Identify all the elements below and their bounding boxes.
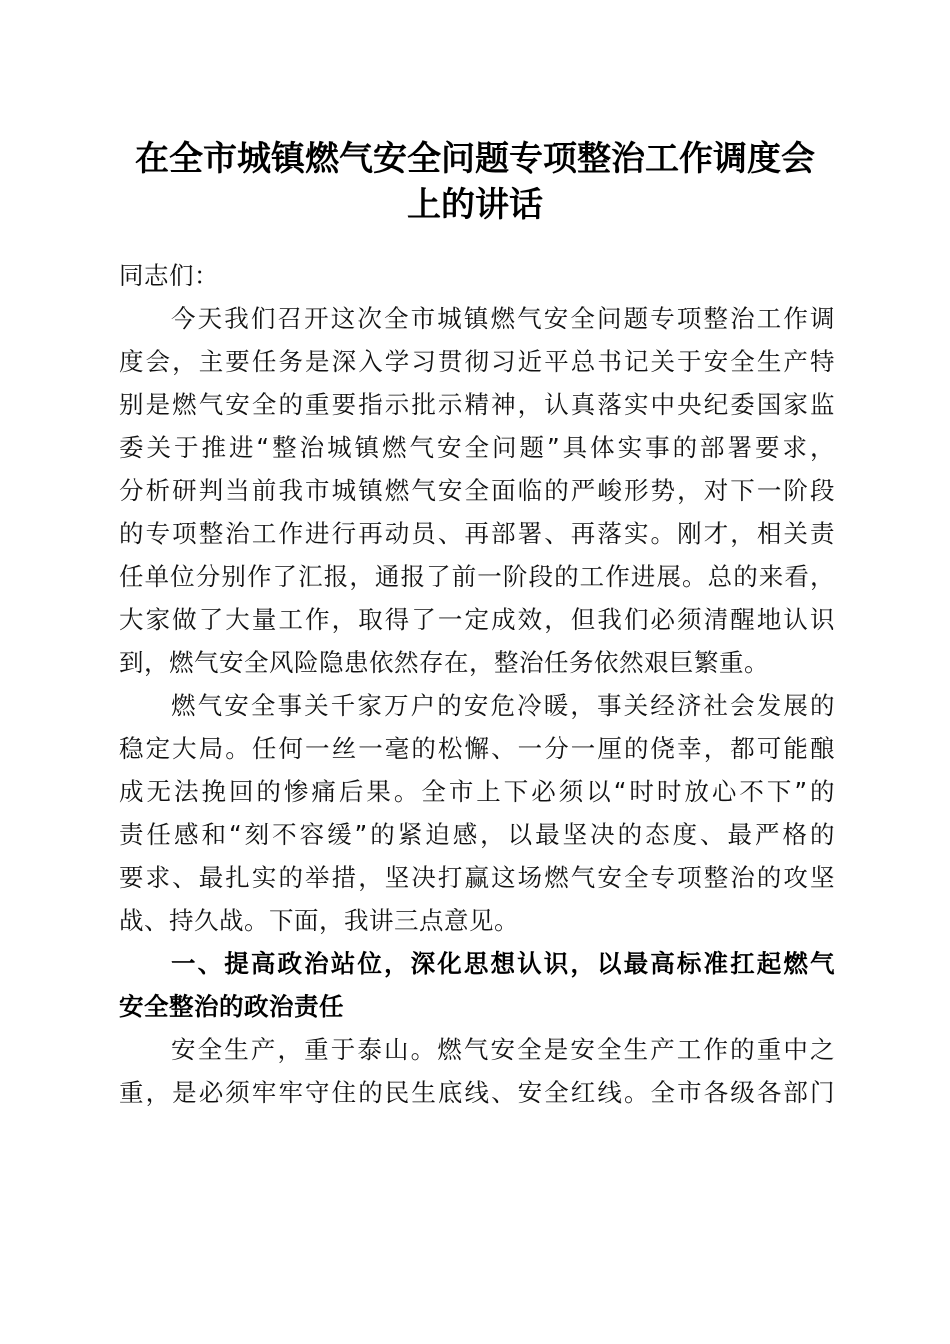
title-line: 在全市城镇燃气安全问题专项整治工作调度会	[135, 139, 815, 179]
text-line: 今天我们召开这次全市城镇燃气安全问题专项整治工作调	[171, 304, 835, 333]
text-line: 大家做了大量工作，取得了一定成效，但我们必须清醒地认识	[119, 605, 835, 634]
paragraph-significance	[119, 684, 835, 942]
text-line: 稳定大局。任何一丝一毫的松懈、一分一厘的侥幸，都可能酿	[119, 734, 835, 763]
text-line: 责任感和“刻不容缓”的紧迫感，以最坚决的态度、最严格的	[119, 820, 835, 849]
text-line: 重，是必须牢牢守住的民生底线、安全红线。全市各级各部门	[119, 1078, 835, 1107]
text-line: 的专项整治工作进行再动员、再部署、再落实。刚才，相关责	[119, 519, 835, 548]
paragraph-safety	[119, 1028, 835, 1114]
text-line: 战、持久战。下面，我讲三点意见。	[119, 906, 519, 935]
text-line: 燃气安全事关千家万户的安危冷暖，事关经济社会发展的	[171, 691, 835, 720]
salutation-text: 同志们：	[119, 261, 219, 290]
heading-line: 安全整治的政治责任	[119, 992, 344, 1021]
paragraph-opening	[119, 297, 835, 684]
text-line: 委关于推进“整治城镇燃气安全问题”具体实事的部署要求，	[119, 433, 835, 462]
text-line: 别是燃气安全的重要指示批示精神，认真落实中央纪委国家监	[119, 390, 835, 419]
document-title	[100, 136, 850, 228]
text-line: 度会，主要任务是深入学习贯彻习近平总书记关于安全生产特	[119, 347, 835, 376]
salutation	[119, 254, 835, 297]
text-line: 成无法挽回的惨痛后果。全市上下必须以“时时放心不下”的	[119, 777, 835, 806]
heading-line: 一、提高政治站位，深化思想认识，以最高标准扛起燃气	[171, 949, 835, 978]
text-line: 要求、最扎实的举措，坚决打赢这场燃气安全专项整治的攻坚	[119, 863, 835, 892]
title-line: 上的讲话	[407, 185, 543, 225]
section-heading-1	[119, 942, 835, 1028]
text-line: 分析研判当前我市城镇燃气安全面临的严峻形势，对下一阶段	[119, 476, 835, 505]
text-line: 到，燃气安全风险隐患依然存在，整治任务依然艰巨繁重。	[119, 648, 769, 677]
text-line: 任单位分别作了汇报，通报了前一阶段的工作进展。总的来看，	[119, 562, 835, 591]
document-body	[119, 254, 835, 1114]
text-line: 安全生产，重于泰山。燃气安全是安全生产工作的重中之	[171, 1035, 835, 1064]
